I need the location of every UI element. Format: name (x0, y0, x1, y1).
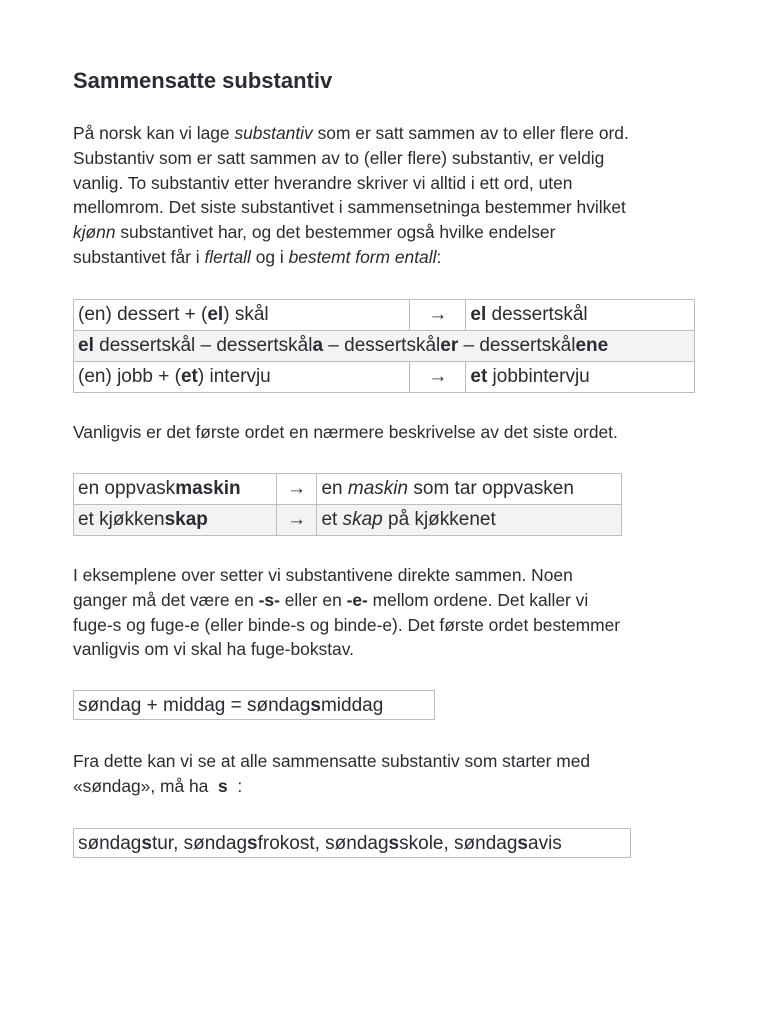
text: et (321, 509, 343, 530)
bold-text: s (517, 833, 528, 854)
text: en (321, 478, 348, 499)
text: og i (250, 246, 289, 267)
table-cell (74, 331, 695, 362)
para4-line-2 (73, 774, 590, 799)
arrow-icon: → (410, 300, 466, 331)
italic-term: substantiv (234, 123, 313, 143)
arrow-icon: → (276, 505, 317, 536)
text: Fra dette kan vi se at alle sammensatte substantiv som starter med (73, 751, 591, 771)
text: På norsk kan vi lage (73, 123, 235, 143)
table-cell (74, 362, 410, 393)
text: fuge-s og fuge-e (eller binde-s og binde-e). Det første ordet bestemmer (73, 614, 621, 635)
paragraph-3 (73, 563, 620, 662)
intro-line-1 (73, 121, 629, 146)
table-cell (74, 505, 277, 536)
table-row (74, 474, 622, 505)
text: som er satt sammen av to eller flere ord. (312, 123, 629, 143)
table-row (74, 505, 622, 536)
text: vanligvis om vi skal ha fuge-bokstav. (73, 639, 354, 660)
text: jobbintervju (487, 366, 590, 387)
table-row (74, 331, 695, 362)
text: middag (320, 695, 384, 716)
text: «søndag», må ha (73, 775, 214, 796)
text: på kjøkkenet (382, 509, 496, 530)
compound-meaning-table (73, 473, 622, 536)
table-cell (466, 300, 695, 331)
italic-term: maskin (347, 478, 409, 499)
bold-text: el (78, 335, 94, 356)
table-cell (74, 300, 410, 331)
intro-line-5 (73, 220, 629, 245)
text: substantivet får i (73, 246, 205, 267)
bold-text: -s- (258, 589, 280, 610)
example-box-sondag-compounds (73, 828, 631, 858)
bold-text: el (207, 304, 224, 325)
text: I eksemplene over setter vi substantivene direkte sammen. Noen (73, 565, 573, 585)
italic-term: bestemt form entall (288, 246, 437, 267)
italic-term: skap (342, 509, 383, 530)
text: som tar oppvasken (408, 478, 574, 499)
intro-line-2: Substantiv som er satt sammen av to (eller flere) substantiv, er veldig (73, 147, 605, 168)
text: – dessertskål (458, 335, 576, 356)
bold-text: et (470, 366, 488, 387)
text: Vanligvis er det første ordet en nærmere beskrivelse av det siste ordet. (73, 422, 618, 442)
intro-line-4: mellomrom. Det siste substantivet i sammensetninga bestemmer hvilket (73, 197, 626, 218)
text: ) skål (223, 304, 269, 325)
text: et kjøkken (78, 509, 165, 530)
table-cell (466, 362, 695, 393)
arrow-icon: → (276, 474, 317, 505)
bold-text: et (180, 366, 198, 387)
bold-text: s (218, 775, 228, 796)
italic-term: flertall (204, 246, 251, 267)
table-cell (74, 474, 277, 505)
text: mellom ordene. Det kaller vi (367, 589, 589, 610)
text: substantivet har, og det bestemmer også hvilke endelser (115, 222, 556, 243)
text: eller en (279, 589, 347, 610)
bold-text: s (247, 833, 258, 854)
bold-text: a (312, 335, 324, 356)
paragraph-2 (73, 420, 618, 445)
text: søndag + middag = søndag (78, 695, 311, 716)
text: ) intervju (197, 366, 271, 387)
arrow-icon: → (410, 362, 466, 393)
bold-text: -e- (346, 589, 368, 610)
text: dessertskål – dessertskål (93, 335, 313, 356)
para3-line-2 (73, 588, 620, 613)
table-row (74, 300, 695, 331)
table-row (74, 362, 695, 393)
text: avis (528, 833, 562, 854)
intro-line-3: vanlig. To substantiv etter hverandre skriver vi alltid i ett ord, uten (73, 172, 573, 193)
table-cell (317, 474, 622, 505)
text: : (232, 775, 243, 796)
text: en oppvask (78, 478, 176, 499)
text: : (436, 246, 442, 267)
bold-text: er (440, 335, 459, 356)
text: ganger må det være en (73, 589, 259, 610)
intro-paragraph (73, 121, 629, 270)
intro-line-6 (73, 245, 629, 270)
text: dessertskål (486, 304, 588, 325)
text: skole, søndag (399, 833, 518, 854)
bold-text: el (470, 304, 487, 325)
text: tur, søndag (151, 833, 248, 854)
text: (en) jobb + ( (78, 366, 181, 387)
table-cell (317, 505, 622, 536)
bold-text: s (141, 833, 152, 854)
paragraph-4 (73, 749, 590, 799)
bold-text: skap (164, 509, 208, 530)
italic-term: kjønn (73, 222, 116, 243)
page-title: Sammensatte substantiv (73, 68, 333, 93)
example-box-sondagsmiddag (73, 690, 435, 720)
text: (en) dessert + ( (78, 304, 208, 325)
bold-text: maskin (175, 478, 241, 499)
bold-text: ene (575, 335, 609, 356)
text: – dessertskål (323, 335, 441, 356)
bold-text: s (388, 833, 400, 854)
text: frokost, søndag (257, 833, 389, 854)
bold-text: s (310, 695, 321, 716)
gender-example-table (73, 299, 695, 393)
text: søndag (78, 833, 142, 854)
